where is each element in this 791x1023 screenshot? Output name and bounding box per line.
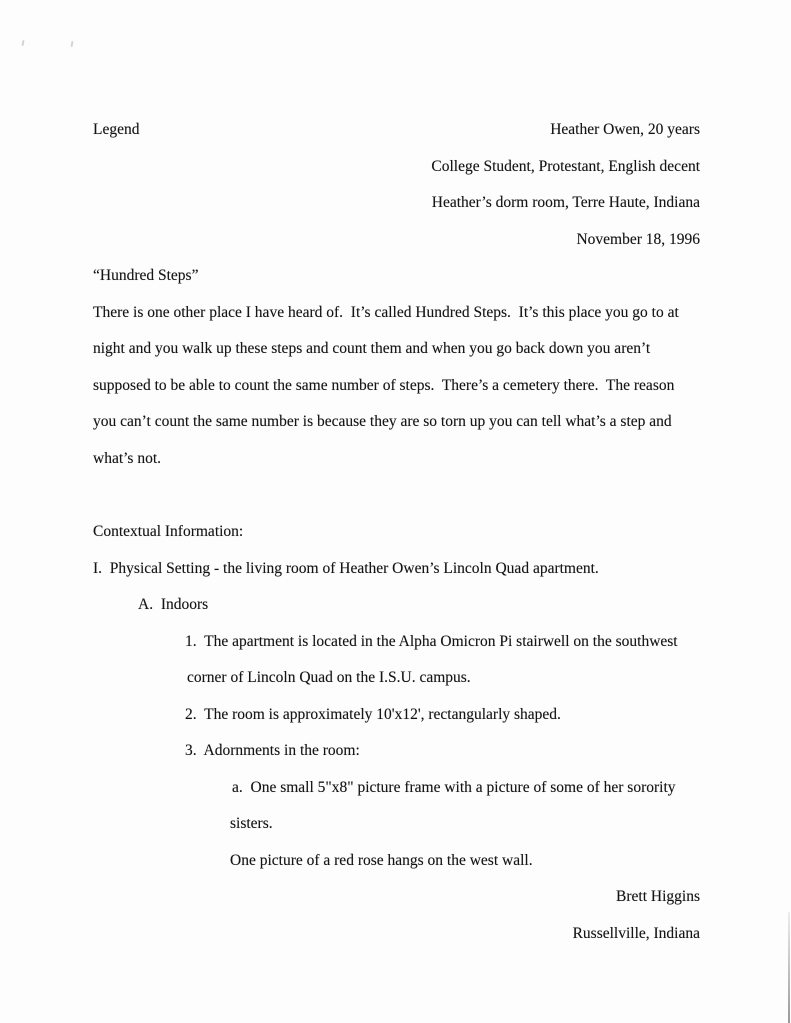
story-title: “Hundred Steps” [93,267,199,285]
header-row [93,112,700,149]
subject-name: Heather Owen, 20 years [550,121,700,138]
interview-date: November 18, 1996 [576,230,700,248]
outline-item-3a-line-2: sisters. [230,815,273,833]
outline-item-1-line-1: 1. The apartment is located in the Alpha Omicron Pi stairwell on the southwest [185,632,678,650]
collector-location: Russellville, Indiana [572,925,700,943]
story-line-5: what’s not. [93,449,162,467]
outline-item-3a-line-3: One picture of a red rose hangs on the west wall. [230,851,533,869]
outline-heading: Contextual Information: [93,523,244,541]
collector-name: Brett Higgins [616,888,700,906]
story-line-3: supposed to be able to count the same number of steps. There’s a cemetery there. The reason [93,376,675,394]
outline-item-roman: I. Physical Setting - the living room of Heather Owen’s Lincoln Quad apartment. [93,559,599,577]
interview-location: Heather’s dorm room, Terre Haute, Indiana [431,194,700,212]
outline-item-letter: A. Indoors [138,596,209,614]
blank-line [93,477,700,514]
outline-item-1-line-2: corner of Lincoln Quad on the I.S.U. campus. [187,669,471,687]
story-line-4: you can’t count the same number is because they are so torn up you can tell what’s a step and [93,413,672,431]
story-line-1: There is one other place I have heard of. It’s called Hundred Steps. It’s this place you go to at [93,303,679,321]
outline-item-3a-line-1: a. One small 5"x8" picture frame with a picture of some of her sorority [232,778,676,796]
legend-label: Legend [93,121,140,138]
subject-description: College Student, Protestant, English decent [431,157,700,175]
story-line-2: night and you walk up these steps and count them and when you go back down you aren’t [93,340,651,358]
outline-item-2: 2. The room is approximately 10'x12', rectangularly shaped. [185,705,561,723]
outline-item-3: 3. Adornments in the room: [185,742,360,760]
